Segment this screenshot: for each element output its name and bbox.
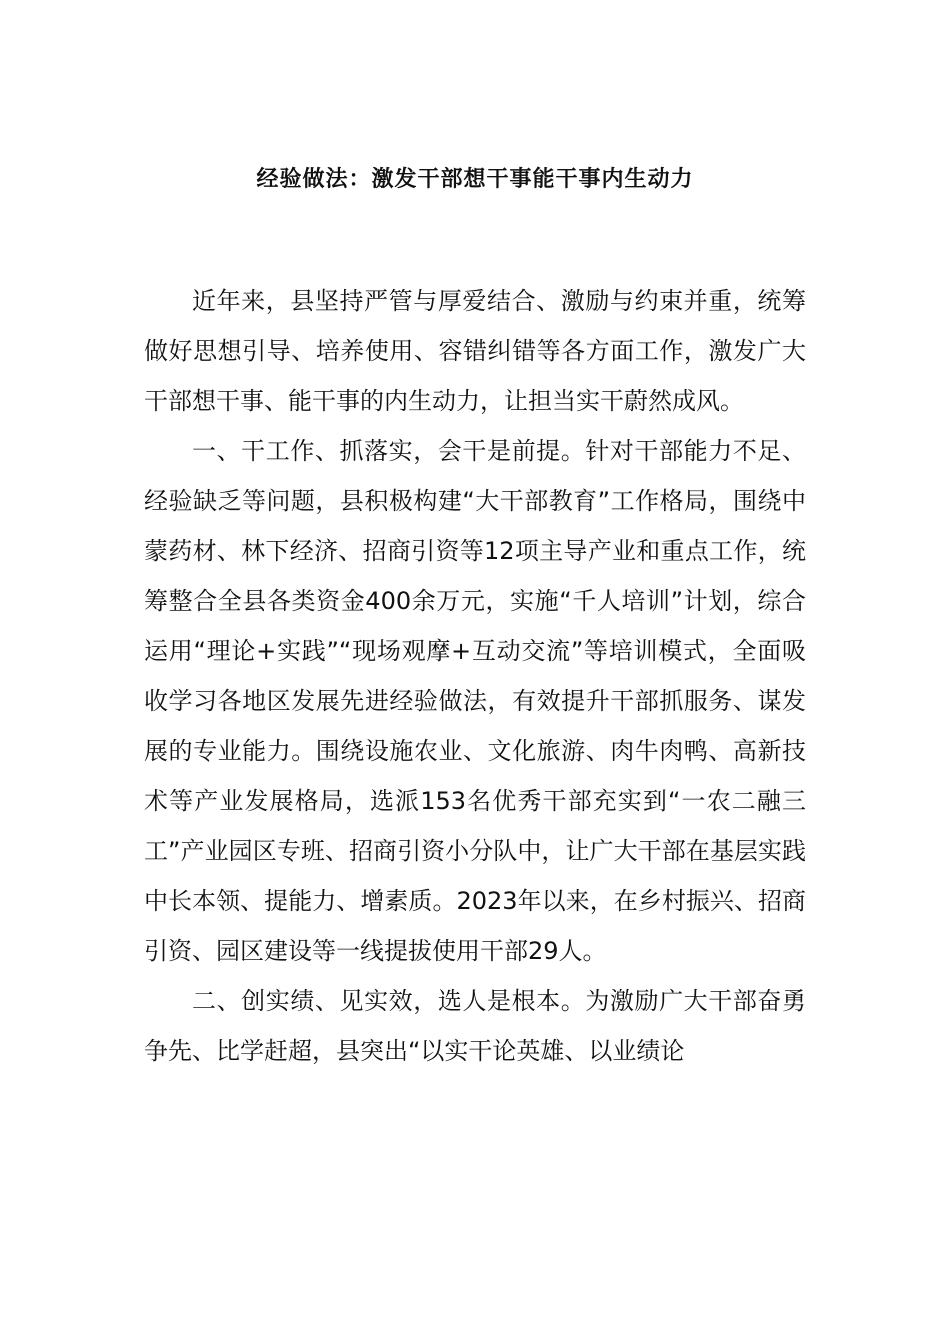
paragraph-section-two: 二、创实绩、见实效，选人是根本。为激励广大干部奋勇争先、比学赶超，县突出“以实干论英雄、以业绩论 (144, 987, 806, 1065)
document-body (144, 276, 806, 1076)
document-title: 经验做法：激发干部想干事能干事内生动力 (256, 167, 694, 192)
paragraph-intro: 近年来，县坚持严管与厚爱结合、激励与约束并重，统筹做好思想引导、培养使用、容错纠错等各方面工作，激发广大干部想干事、能干事的内生动力，让担当实干蔚然成风。 (144, 287, 806, 415)
paragraph-section-one: 一、干工作、抓落实，会干是前提。针对干部能力不足、经验缺乏等问题，县积极构建“大干部教育”工作格局，围绕中蒙药材、林下经济、招商引资等12项主导产业和重点工作，统筹整合全县各类资金400余万元，实施“千人培训”计划，综合运用“理论+实践”“现场观摩+互动交流”等培训模式，全面吸收学习各地区发展先进经验做法，有效提升干部抓服务、谋发展的专业能力。围绕设施农业、文化旅游、肉牛肉鸭、高新技术等产业发展格局，选派153名优秀干部充实到“一农二融三工”产业园区专班、招商引资小分队中，让广大干部在基层实践中长本领、提能力、增素质。2023年以来，在乡村振兴、招商引资、园区建设等一线提拔使用干部29人。 (144, 437, 806, 965)
